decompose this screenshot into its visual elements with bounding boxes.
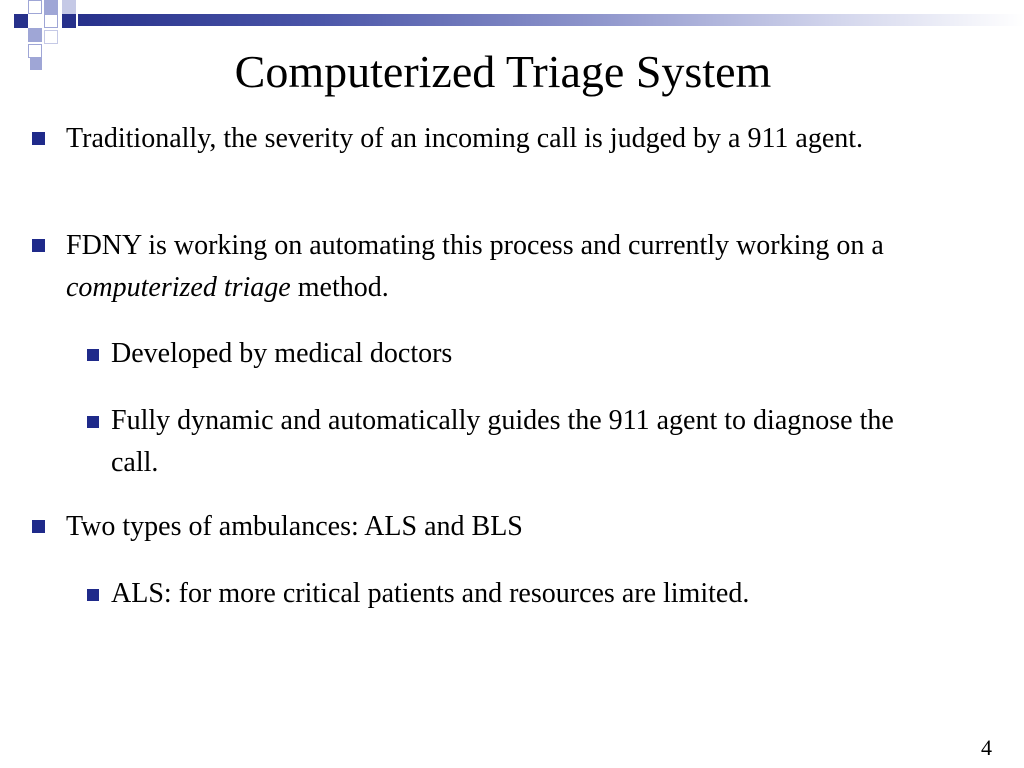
deco-square [28, 28, 42, 42]
square-bullet-icon [32, 520, 45, 533]
header-gradient-bar [78, 14, 1024, 26]
square-bullet-icon [87, 416, 99, 428]
bullet-item [66, 225, 896, 309]
bullet-text: FDNY is working on automating this process and currently working on a [66, 230, 884, 261]
bullet-emphasis: computerized triage [66, 272, 291, 303]
bullet-item [66, 118, 966, 160]
bullet-item [66, 506, 966, 548]
deco-square [44, 0, 58, 14]
deco-square [14, 14, 28, 28]
square-bullet-icon [87, 589, 99, 601]
sub-bullet-text: ALS: for more critical patients and resources are limited. [111, 578, 750, 609]
deco-square [44, 14, 58, 28]
sub-bullet-text: Developed by medical doctors [111, 338, 453, 369]
slide-title: Computerized Triage System [234, 46, 772, 97]
bullet-text: Two types of ambulances: ALS and BLS [66, 511, 523, 542]
deco-square [44, 30, 58, 44]
sub-bullet-item [111, 400, 911, 484]
sub-bullet-item [111, 333, 971, 375]
bullet-text: Traditionally, the severity of an incoming call is judged by a 911 agent. [66, 123, 864, 154]
sub-bullet-text: Fully dynamic and automatically guides the 911 agent to diagnose the call. [111, 405, 894, 478]
deco-square [28, 0, 42, 14]
bullet-text: method. [290, 272, 389, 303]
deco-square [62, 0, 76, 14]
square-bullet-icon [32, 239, 45, 252]
square-bullet-icon [32, 132, 45, 145]
square-bullet-icon [87, 349, 99, 361]
page-number: 4 [981, 735, 992, 760]
sub-bullet-item [111, 573, 971, 615]
deco-square [62, 14, 76, 28]
